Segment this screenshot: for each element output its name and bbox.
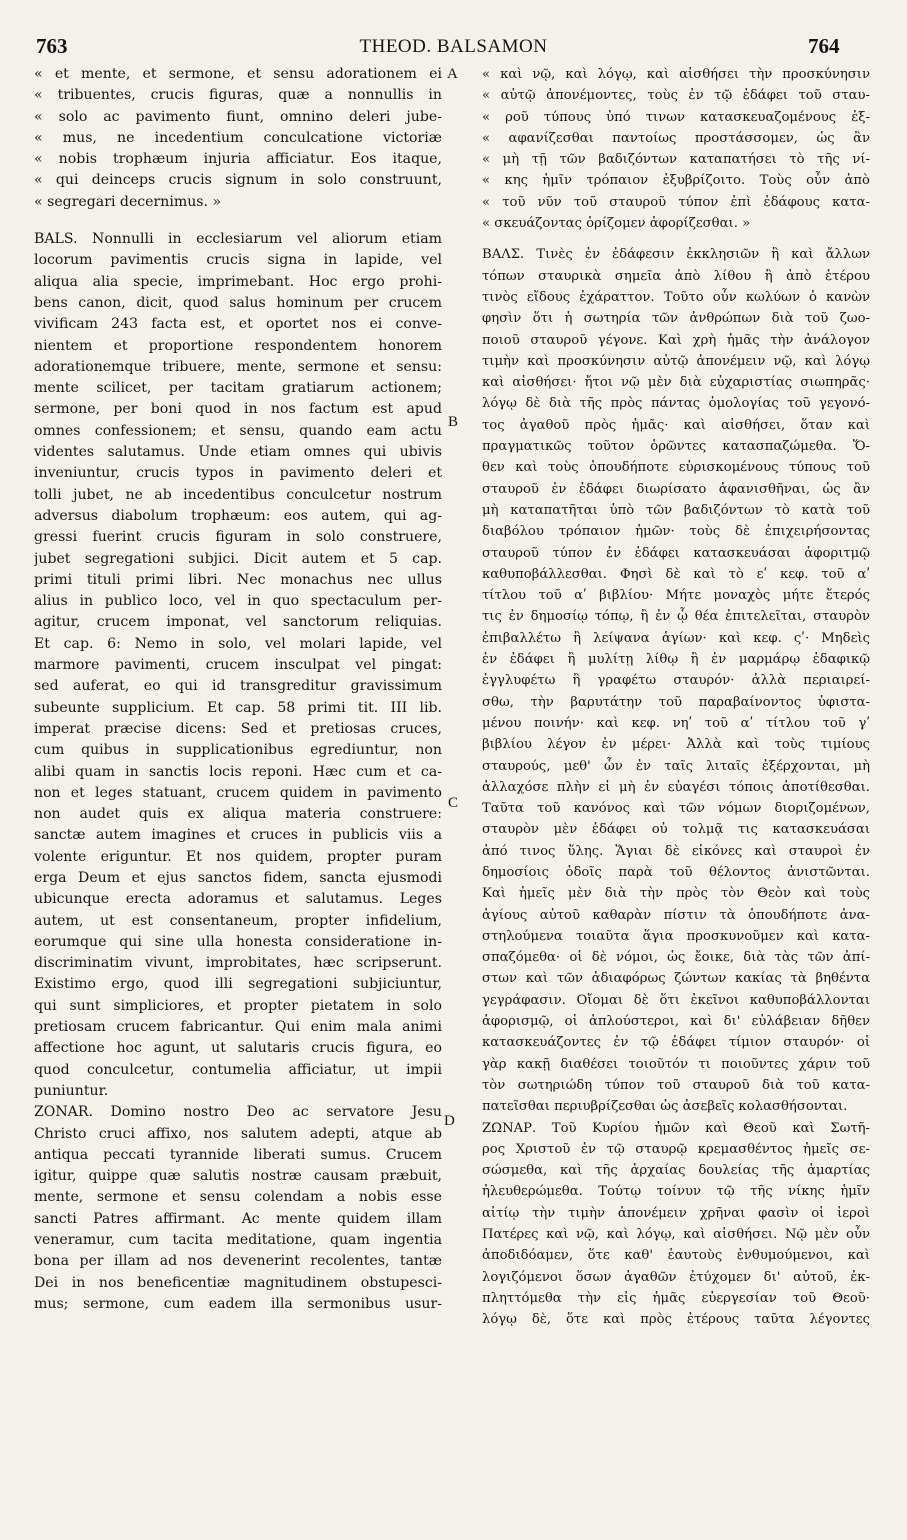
running-title: THEOD. BALSAMON (359, 36, 548, 57)
text-line: non audet quis ex aliqua materia construere: (34, 806, 442, 823)
text-line: σταυροῦ τύπον ἐν ἐδάφει κατασκευάσαι ἀφοριτμῷ (482, 545, 870, 561)
margin-letter-d: D (444, 1113, 455, 1129)
text-line: qui sunt simpliciores, et propter pietatem in solo (34, 997, 442, 1014)
text-line: Existimo ergo, quod illi segregationi subjiciuntur, (34, 976, 442, 993)
text-line: ubicunque erecta adoramus et salutamus. Leges (34, 891, 442, 908)
text-line: ἁγίους αὐτοῦ καθαρὰν πίστιν τὰ ὁπουδήποτε ἀνα- (482, 907, 870, 923)
text-line: τίτλου τοῦ αʹ βιβλίου· Μήτε μοναχὸς μήτε ἕτερός (482, 588, 870, 604)
text-line: bens canon, dicit, quod salus hominum per crucem (34, 294, 442, 311)
text-line: ἀλλαχόσε πλὴν εἰ μὴ ἐν εὐαγέσι τόποις ἀποτίθεσθαι. (482, 779, 870, 795)
text-line: igitur, quippe quæ salutis nostræ causam præbuit, (34, 1168, 442, 1185)
text-line: ἀφορισμῷ, οἱ ἁπλούστεροι, καὶ δι' εὐλάβειαν δῆθεν (482, 1014, 870, 1030)
text-line: ἀπό τινος ὕλης. Ἅγιαι δὲ εἰκόνες καὶ σταυροὶ ἐν (482, 843, 870, 859)
text-line: jubet segregationi subjici. Dicit autem et 5 cap. (34, 550, 442, 567)
text-line: mente, sermone et sensu colendam a nobis esse (34, 1189, 442, 1206)
text-line: inveniuntur, crucis typos in pavimento deleri et (34, 465, 442, 482)
text-line: τόπων σταυρικὰ σημεῖα ἀπὸ λίθου ἢ ἀπὸ ἑτέρου (482, 268, 870, 284)
text-line: ρος Χριστοῦ ἐν τῷ σταυρῷ κρεμασθέντος ἡμεῖς σε- (482, 1141, 870, 1157)
text-line: pretiosam crucem fabricantur. Qui enim mala animi (34, 1019, 442, 1036)
text-line: volente eriguntur. Et nos quidem, propter puram (34, 848, 442, 865)
text-line: λόγῳ δὲ διὰ τῆς πρὸς πάντας ὁμολογίας τοῦ γεγονό- (482, 396, 870, 412)
text-line: bona per illam ad nos devenerint recolentes, tantæ (34, 1253, 442, 1270)
text-line: « μὴ τῇ τῶν βαδιζόντων καταπατήσει τὸ τῆς νί- (482, 152, 870, 168)
text-line: ἀποδιδόαμεν, ὅτε καθ' ἑαυτοὺς ἐνθυμούμενοι, καὶ (482, 1248, 870, 1264)
text-line: adversus diabolum trophæum: eos autem, qui ag- (34, 507, 442, 524)
text-line: ΒΑΛΣ. Τινὲς ἐν ἐδάφεσιν ἐκκλησιῶν ἢ καὶ ἄλλων (482, 247, 870, 263)
text-line: τος ἀγαθοῦ πρὸς ἡμᾶς· καὶ αἰσθήσει, ὅταν καὶ (482, 417, 870, 433)
text-line: κατασκευάζοντες ἐν τῷ ἐδάφει τίμιον σταυρόν· οἱ (482, 1035, 870, 1051)
text-line: ΖΩΝΑΡ. Τοῦ Κυρίου ἡμῶν καὶ Θεοῦ καὶ Σωτῆ- (482, 1120, 870, 1136)
text-line: πατεῖσθαι περιυβρίζεσθαι ὡς ἀσεβεῖς κολασθήσονται. (482, 1099, 848, 1115)
text-line: discriminatim vivunt, improbitates, hæc scripserunt. (34, 955, 442, 972)
text-line: σταυροῦ ἐν ἐδάφει διωρίσατο ἀφανισθῆναι, ὡς ἂν (482, 481, 870, 497)
text-line: πραγματικῶς τοῦτον ὁρῶντες κατασπαζώμεθα. Ὅ- (482, 439, 870, 455)
text-line: affectione hoc agunt, ut salutaris crucis figura, eo (34, 1040, 442, 1057)
text-line: θεν καὶ τοὺς ὁπουδήποτε εὑρισκομένους τύπους τοῦ (482, 460, 870, 476)
text-line: eorumque qui sine ulla honesta consideratione in- (34, 933, 442, 950)
text-line: subeunte supplicium. Et cap. 58 primi tit. III lib. (34, 699, 442, 716)
text-line: erga Deum et ejus sanctos fidem, sancta ejusmodi (34, 869, 442, 886)
page-header (0, 34, 907, 64)
text-line: τινὸς εἴδους ἐχάραττον. Τοῦτο οὖν κωλύων ὁ κανὼν (482, 289, 870, 305)
text-line: σπαζόμεθα· οἱ δὲ νόμοι, ὡς ἔοικε, διὰ τὰς τῶν ἀπί- (482, 950, 870, 966)
text-line: sanctæ autem imagines et cruces in publicis viis a (34, 827, 442, 844)
text-line: Καὶ ἡμεῖς μὲν διὰ τὴν πρὸς τὸν Θεὸν καὶ τοὺς (482, 886, 870, 902)
text-line: σθω, τὴν βαρυτάτην τοῦ παραβαίνοντος ὑφιστα- (482, 694, 870, 710)
text-line: mente scilicet, per tacitam gratiarum actionem; (34, 380, 442, 397)
text-line: « mus, ne incedentium conculcatione victoriæ (34, 129, 442, 146)
text-line: primi tituli primi libri. Nec monachus nec ullus (34, 571, 442, 588)
text-line: σταυρούς, μεθ' ὧν ἐν ταῖς λιταῖς ἐξέρχονται, μὴ (482, 758, 870, 774)
text-line: Christo cruci affixo, nos salutem adepti, atque ab (34, 1125, 442, 1142)
latin-canon-quote (34, 64, 442, 213)
text-line: Ταῦτα τοῦ κανόνος καὶ τῶν νόμων διοριζομένων, (482, 801, 870, 817)
text-line: δημοσίοις ὁδοῖς παρὰ τοῦ θέλοντος ἀνιστῶνται. (482, 864, 870, 880)
text-line: Πατέρες καὶ νῷ, καὶ λόγῳ, καὶ αἰσθήσει. Νῷ μὲν οὖν (482, 1227, 870, 1243)
text-line: μένου ποινήν· καὶ κεφ. νηʹ τοῦ αʹ τίτλου τοῦ γʹ (482, 715, 870, 731)
latin-zonaras-commentary (34, 1102, 442, 1315)
text-line: στηλούμενα τοιαῦτα ἅγια προσκυνοῦμεν καὶ κατα- (482, 928, 870, 944)
text-line: καθυποβάλλεσθαι. Φησὶ δὲ καὶ τὸ εʹ κεφ. τοῦ αʹ (482, 566, 870, 582)
text-line: omnes confessionem; et sensu, quando eam actu (34, 422, 442, 439)
text-line: βιβλίου λέγον ἐν μέρει· Ἀλλὰ καὶ τοὺς τιμίους (482, 737, 870, 753)
text-line: alius in publico loco, vel in quo spectaculum per- (34, 593, 442, 610)
text-line: τις ἐν δημοσίῳ τόπῳ, ἢ ἐν ᾧ θέα ἐπιτελεῖται, σταυρὸν (482, 609, 870, 625)
greek-column (482, 64, 870, 1331)
text-line: ZONAR. Domino nostro Deo ac servatore Jesu (34, 1104, 442, 1121)
text-line: λογιζόμενοι ὅσων ἀγαθῶν ἐτύχομεν δι' αὐτοῦ, ἐκ- (482, 1269, 870, 1285)
text-line: ἠλευθερώμεθα. Τούτῳ τοίνυν τῷ τῆς νίκης ἡμῖν (482, 1184, 870, 1200)
text-line: antiqua peccati tyrannide liberati sumus. Crucem (34, 1146, 442, 1163)
greek-canon-quote (482, 64, 870, 234)
text-line: alibi quam in sanctis locis reponi. Hæc cum et ca- (34, 763, 442, 780)
text-line: πληττόμεθα τὴν εἰς ἡμᾶς εὐεργεσίαν τοῦ Θεοῦ· (482, 1290, 870, 1306)
latin-balsamon-commentary (34, 229, 442, 1102)
text-line: sancti Patres affirmant. Ac mente quidem illam (34, 1210, 442, 1227)
text-line: sermone, per boni quod in nos factum est apud (34, 401, 442, 418)
text-line: ἐν ἐδάφει ἢ μυλίτῃ λίθῳ ἢ ἐν μαρμάρῳ ἐδαφικῷ (482, 652, 870, 668)
greek-balsamon-commentary (482, 244, 870, 1117)
text-line: nientem et proportione respondentem honorem (34, 337, 442, 354)
text-line: τὸν σωτηριώδη τύπον τοῦ σταυροῦ διὰ τοῦ κατα- (482, 1077, 870, 1093)
text-line: « ροῦ τύπους ὑπό τινων κατασκευαζομένους ἐξ- (482, 109, 870, 125)
text-line: sed auferat, eo qui id transgreditur gravissimum (34, 678, 442, 695)
text-line: BALS. Nonnulli in ecclesiarum vel aliorum etiam (34, 231, 442, 248)
text-line: veneramur, cum tacita meditatione, quam ingentia (34, 1232, 442, 1249)
text-line: vivificam 243 facta est, et oportet nos ei conve- (34, 316, 442, 333)
text-line: non et leges statuant, crucem quidem in pavimento (34, 784, 442, 801)
text-line: « κης ἡμῖν τρόπαιον ἐξυβρίζοιτο. Τοὺς οὖν ἀπὸ (482, 173, 870, 189)
text-line: « et mente, et sermone, et sensu adorationem ei (34, 66, 442, 82)
text-line: « αὐτῷ ἀπονέμοντες, τοὺς ἐν τῷ ἐδάφει τοῦ σταυ- (482, 88, 870, 104)
text-line: marmore pavimenti, crucem insculpat vel pingat: (34, 657, 442, 674)
greek-zonaras-commentary (482, 1118, 870, 1331)
text-line: μὴ καταπατῆται ὑπὸ τῶν βαδιζόντων τὸ κατὰ τοῦ (482, 502, 870, 518)
left-page-number: 763 (36, 34, 68, 58)
text-line: φησὶν ὅτι ἡ σωτηρία τῶν ἀνθρώπων διὰ τοῦ ζωο- (482, 311, 870, 327)
text-line: « καὶ νῷ, καὶ λόγῳ, καὶ αἰσθήσει τὴν προσκύνησιν (482, 67, 870, 82)
text-line: « nobis trophæum injuria afficiatur. Eos itaque, (34, 151, 442, 168)
text-line: cum quibus in supplicationibus egrediuntur, non (34, 742, 442, 759)
text-line: « αφανίζεσθαι παντοίως προστάσσομεν, ὡς ἂν (482, 130, 870, 146)
text-line: λόγῳ δὲ, ὅτε καὶ πρὸς ἑτέρους ταῦτα λέγοντες (482, 1312, 870, 1328)
text-line: « qui deinceps crucis signum in solo construunt, (34, 172, 442, 189)
text-line: γὰρ κακῇ διαθέσει τοιοῦτόν τι ποιοῦντες χάριν τοῦ (482, 1056, 870, 1072)
text-line: aliqua alia specie, imprimebant. Hoc ergo prohi- (34, 273, 442, 290)
text-line: σταυρὸν μὲν ἐδάφει οὐ τολμᾷ τις κατασκευάσαι (482, 822, 870, 838)
text-line: locorum pavimentis crucis signa in lapide, vel (34, 252, 442, 269)
text-line: « tribuentes, crucis figuras, quæ a nonnullis in (34, 87, 442, 104)
text-line: τιμὴν καὶ προσκύνησιν αὐτῷ ἀπονέμειν νῷ, καὶ λόγῳ (482, 353, 870, 369)
text-line: γεγράφασιν. Οἴομαι δὲ ὅτι ἐκεῖνοι καθυποβάλλονται (482, 992, 870, 1008)
text-line: videntes salutamus. Unde etiam omnes qui ubivis (34, 444, 442, 461)
text-line: διαβόλου τρόπαιον ἡμῶν· τοὺς δὲ ἐπιχειρήσοντας (482, 524, 870, 540)
text-line: στων καὶ τῶν ἀδιαφόρως ζώντων κακίας τὰ βηθέντα (482, 971, 870, 987)
margin-letter-c: C (448, 795, 459, 811)
latin-column (34, 64, 442, 1315)
text-line: puniuntur. (34, 1082, 109, 1099)
text-line: Et cap. 6: Nemo in solo, vel molari lapide, vel (34, 635, 442, 652)
text-line: αἰτίῳ τὴν τιμὴν ἀπονέμειν χρῆναι φασὶν οἱ ἱεροὶ (482, 1205, 870, 1221)
margin-letter-a: A (447, 66, 458, 82)
text-line: agitur, crucem imponat, vel sanctorum reliquias. (34, 614, 442, 631)
text-line: gressi fuerint crucis figuram in solo construere, (34, 529, 442, 546)
right-page-number: 764 (808, 34, 840, 58)
margin-letter-b: B (448, 414, 459, 430)
text-line: Dei in nos beneficentiæ magnitudinem obstupesci- (34, 1274, 442, 1291)
text-line: ἐπιβαλλέτω ἢ λείψανα ἁγίων· καὶ κεφ. ςʹ· Μηδεὶς (482, 630, 870, 646)
text-line: adorationemque tribuere, mente, sermone et sensu: (34, 358, 442, 375)
text-line: καὶ αἰσθήσει· ἤτοι νῷ μὲν διὰ εὐχαριστίας σιωπηρᾶς· (482, 375, 870, 391)
text-line: imperat præcise dicens: Sed et pretiosas cruces, (34, 720, 442, 737)
text-line: « σκευάζοντας ὁρίζομεν ἀφορίζεσθαι. » (482, 216, 751, 232)
text-line: « solo ac pavimento fiunt, omnino deleri jube- (34, 108, 442, 125)
text-line: ποιοῦ σταυροῦ γέγονε. Καὶ χρὴ ἡμᾶς τὴν ἀνάλογον (482, 332, 870, 348)
text-line: σώσμεθα, καὶ τῆς ἀρχαίας δουλείας τῆς ἁμαρτίας (482, 1163, 870, 1179)
text-line: autem, ut est consentaneum, propter infidelium, (34, 912, 442, 929)
text-line: quod conculcetur, contumelia afficiatur, ut impii (34, 1061, 442, 1078)
text-line: « τοῦ νῦν τοῦ σταυροῦ τύπον ἐπὶ ἐδάφους κατα- (482, 194, 870, 210)
text-line: « segregari decernimus. » (34, 193, 222, 210)
text-line: mus; sermone, cum eadem illa sermonibus usur- (34, 1295, 442, 1312)
text-line: tolli jubet, ne ab incedentibus conculcetur nostrum (34, 486, 442, 503)
text-line: ἐγγλυφέτω ἢ γραφέτω σταυρόν· ἀλλὰ περιαιρεί- (482, 673, 870, 689)
